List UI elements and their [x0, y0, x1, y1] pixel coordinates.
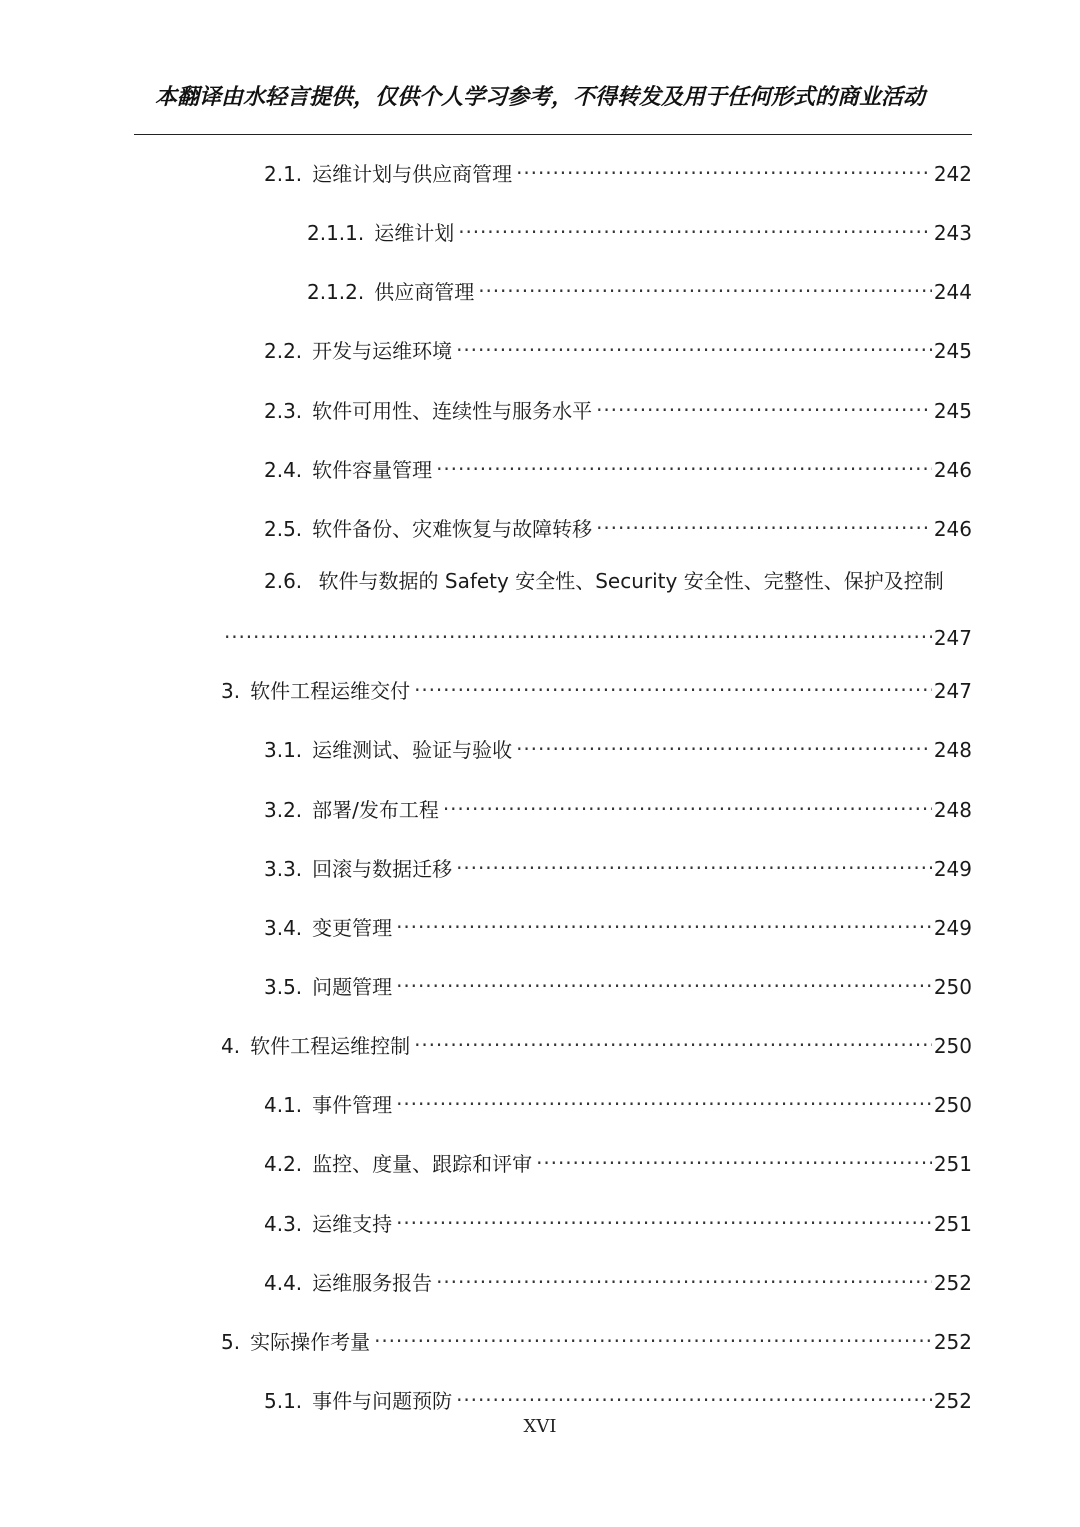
toc-leader-dots — [443, 789, 932, 817]
toc-entry-page: 244 — [933, 280, 972, 304]
toc-entry-number: 4.2. — [264, 1152, 303, 1176]
toc-entry-number: 3.5. — [264, 975, 303, 999]
toc-leader-dots — [396, 1084, 932, 1112]
toc-entry-title: 运维测试、验证与验收 — [312, 738, 513, 762]
toc-entry-title: 监控、度量、跟踪和评审 — [312, 1152, 533, 1176]
toc-entry[interactable] — [264, 330, 972, 365]
toc-entry[interactable] — [221, 1321, 972, 1356]
toc-entry-number: 2.4. — [264, 458, 303, 482]
toc-entry-number: 2.1. — [264, 162, 303, 186]
toc-entry-wrapped-title[interactable] — [264, 567, 972, 595]
toc-entry-title: 软件工程运维控制 — [250, 1034, 411, 1058]
toc-entry-number: 4.4. — [264, 1271, 303, 1295]
toc-entry-page: 246 — [933, 517, 972, 541]
toc-entry-page: 250 — [933, 975, 972, 999]
toc-entry-page: 250 — [933, 1034, 972, 1058]
toc-leader-dots — [436, 1262, 932, 1290]
toc-entry[interactable] — [264, 966, 972, 1001]
toc-leader-dots — [596, 508, 932, 536]
toc-entry[interactable] — [221, 670, 972, 705]
toc-leader-dots — [374, 1321, 932, 1349]
toc-entry-number: 3. — [221, 679, 241, 703]
toc-entry-number: 4.1. — [264, 1093, 303, 1117]
toc-entry-page: 242 — [933, 162, 972, 186]
toc-entry[interactable] — [264, 153, 972, 188]
toc-entry[interactable] — [264, 449, 972, 484]
toc-entry-number: 2.2. — [264, 339, 303, 363]
toc-leader-dots — [396, 1203, 932, 1231]
toc-leader-dots — [414, 670, 932, 698]
toc-leader-dots — [396, 966, 932, 994]
toc-entry-number: 2.6. — [264, 569, 303, 593]
toc-entry[interactable] — [264, 729, 972, 764]
toc-entry[interactable] — [264, 1084, 972, 1119]
toc-entry-page: 251 — [933, 1152, 972, 1176]
document-header-notice: 本翻译由水轻言提供，仅供个人学习参考，不得转发及用于任何形式的商业活动 — [154, 85, 925, 110]
toc-entry-title: 部署/发布工程 — [312, 798, 439, 822]
toc-leader-dots — [478, 271, 932, 299]
toc-leader-dots — [596, 390, 932, 418]
toc-entry-title: 实际操作考量 — [250, 1330, 371, 1354]
toc-entry-title: 运维计划与供应商管理 — [312, 162, 513, 186]
toc-entry[interactable] — [221, 1025, 972, 1060]
toc-leader-dots — [456, 1380, 932, 1408]
toc-leader-dots — [456, 330, 932, 358]
toc-entry[interactable] — [307, 271, 972, 306]
toc-entry-number: 5. — [221, 1330, 241, 1354]
toc-leader-dots — [456, 848, 932, 876]
toc-entry[interactable] — [264, 907, 972, 942]
toc-entry[interactable] — [264, 1380, 972, 1415]
toc-entry-title: 软件容量管理 — [312, 458, 433, 482]
toc-entry-page: 245 — [933, 399, 972, 423]
toc-entry-number: 3.1. — [264, 738, 303, 762]
toc-entry-title: 变更管理 — [312, 916, 393, 940]
toc-entry-number: 3.2. — [264, 798, 303, 822]
toc-entry-page: 246 — [933, 458, 972, 482]
toc-entry-page: 248 — [933, 798, 972, 822]
toc-entry-page: 247 — [933, 626, 972, 650]
toc-entry[interactable] — [264, 508, 972, 543]
toc-entry-page: 252 — [933, 1330, 972, 1354]
toc-entry-title: 软件与数据的 Safety 安全性、Security 安全性、完整性、保护及控制 — [318, 569, 944, 593]
toc-entry-page: 247 — [933, 679, 972, 703]
toc-entry-number: 4.3. — [264, 1212, 303, 1236]
toc-entry-number: 2.5. — [264, 517, 303, 541]
toc-entry-number: 5.1. — [264, 1389, 303, 1413]
toc-leader-dots — [224, 617, 932, 645]
toc-entry-page: 249 — [933, 857, 972, 881]
toc-entry-title: 开发与运维环境 — [312, 339, 453, 363]
toc-entry-page: 249 — [933, 916, 972, 940]
toc-entry-title: 事件管理 — [312, 1093, 393, 1117]
toc-leader-dots — [458, 212, 932, 240]
toc-entry-title: 软件工程运维交付 — [250, 679, 411, 703]
toc-entry-title: 运维计划 — [374, 221, 455, 245]
page-number: XVI — [523, 1416, 557, 1437]
toc-entry-continuation[interactable] — [224, 617, 972, 652]
toc-entry-page: 248 — [933, 738, 972, 762]
toc-entry-page: 251 — [933, 1212, 972, 1236]
toc-entry-number: 4. — [221, 1034, 241, 1058]
toc-entry-number: 2.1.2. — [307, 280, 365, 304]
toc-entry-number: 2.1.1. — [307, 221, 365, 245]
toc-entry-title: 运维支持 — [312, 1212, 393, 1236]
toc-entry-number: 3.3. — [264, 857, 303, 881]
toc-leader-dots — [396, 907, 932, 935]
toc-leader-dots — [414, 1025, 932, 1053]
toc-entry-page: 245 — [933, 339, 972, 363]
toc-leader-dots — [436, 449, 932, 477]
toc-leader-dots — [536, 1143, 932, 1171]
toc-entry[interactable] — [264, 1203, 972, 1238]
toc-entry[interactable] — [264, 390, 972, 425]
toc-entry[interactable] — [307, 212, 972, 247]
toc-leader-dots — [516, 153, 932, 181]
toc-entry[interactable] — [264, 789, 972, 824]
toc-entry-title: 运维服务报告 — [312, 1271, 433, 1295]
toc-entry-title: 问题管理 — [312, 975, 393, 999]
toc-entry-page: 250 — [933, 1093, 972, 1117]
toc-entry[interactable] — [264, 1262, 972, 1297]
toc-entry-number: 2.3. — [264, 399, 303, 423]
toc-entry-title: 事件与问题预防 — [312, 1389, 453, 1413]
toc-entry-page: 252 — [933, 1271, 972, 1295]
toc-entry-title: 供应商管理 — [374, 280, 475, 304]
toc-entry-page: 252 — [933, 1389, 972, 1413]
toc-entry-title: 回滚与数据迁移 — [312, 857, 453, 881]
toc-entry[interactable] — [264, 1143, 972, 1178]
toc-entry-title: 软件可用性、连续性与服务水平 — [312, 399, 593, 423]
toc-entry[interactable] — [264, 848, 972, 883]
toc-leader-dots — [516, 729, 932, 757]
toc-entry-page: 243 — [933, 221, 972, 245]
toc-entry-number: 3.4. — [264, 916, 303, 940]
toc-entry-title: 软件备份、灾难恢复与故障转移 — [312, 517, 593, 541]
